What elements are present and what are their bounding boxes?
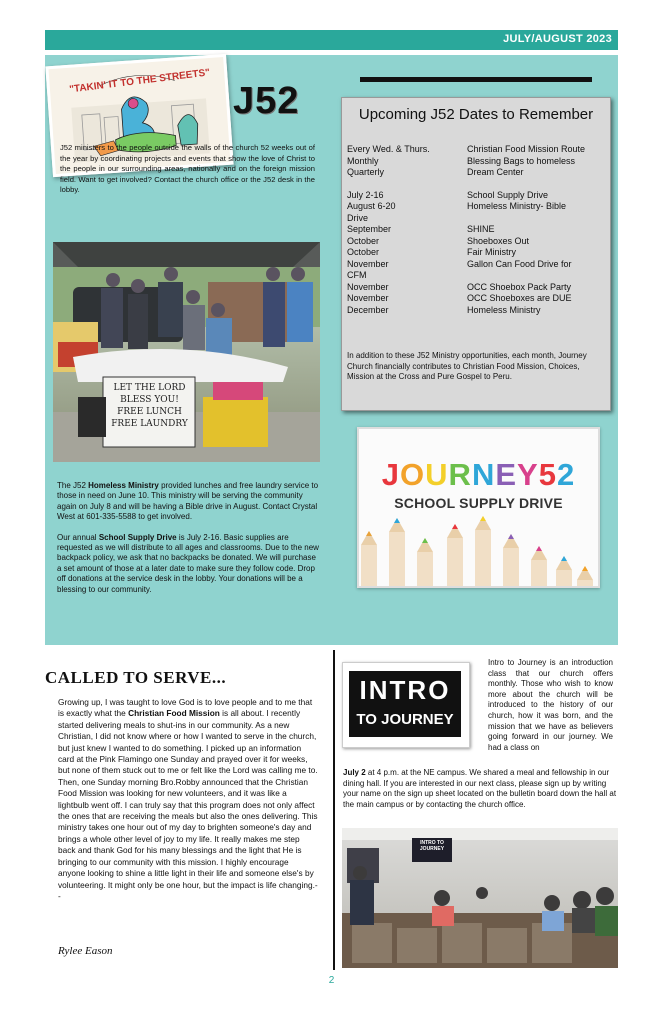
pencil-body — [475, 530, 491, 586]
date-when: August 6-20 — [347, 201, 396, 211]
date-event: OCC Shoeboxes are DUE — [467, 293, 572, 303]
date-event: SHINE — [467, 224, 495, 234]
intro-logo-subword: TO JOURNEY — [356, 711, 454, 728]
date-event: School Supply Drive — [467, 189, 549, 200]
pencil-body — [577, 580, 593, 586]
banner-letter: O — [400, 457, 426, 492]
banner-letter: U — [425, 457, 449, 492]
banner-word — [382, 457, 575, 492]
pencil-lead — [582, 566, 588, 571]
date-event: Homeless Ministry — [467, 304, 541, 315]
pencil-lead — [366, 531, 372, 536]
date-when: October — [347, 235, 380, 246]
date-when: November — [347, 293, 389, 303]
dates-top-rule — [360, 77, 592, 82]
header-bar — [45, 30, 618, 50]
date-event: Gallon Can Food Drive for — [467, 258, 572, 269]
date-event: Homeless Ministry- Bible — [467, 201, 567, 211]
date-when: December — [347, 304, 389, 315]
j52-intro: J52 ministers to the people outside the walls of the church 52 weeks out of the year by coordinating projects and events that show the love of Christ to the people in our surrounding areas, nationally and on the foreign mission field. Want to get involved? Contact the church office or the J52 desk in the lobby. — [60, 143, 315, 194]
intro-logo-word: INTRO — [359, 675, 451, 705]
column-divider — [333, 650, 335, 970]
pencil-body — [417, 552, 433, 586]
pencil-lead — [561, 556, 567, 561]
banner-title — [359, 457, 598, 493]
homeless-ministry-paragraph: The J52 Homeless Ministry provided lunches and free laundry service to those in need on June 10. This ministry will be serving the community again on July 8 and will be having a Bible drive in August. Contact Crystal West at 601-335-5588 to get involved. — [57, 481, 319, 522]
upcoming-dates-box — [341, 97, 611, 411]
banner-letter: N — [471, 457, 496, 492]
pencil-lead — [508, 534, 514, 539]
pencil-body — [389, 532, 405, 586]
called-to-serve-body: Growing up, I was taught to love God is to love people and to me that is exactly what the Christian Food Mission is all about. I recently started delivering meals to shut-ins in our community. As a new Christian, I did not know where or how I wanted to serve in the church, but just knew I wanted to do something. I picked up an information card at the Pink Flamingo one Sunday and prayed over it for weeks, but none of them stuck out to me or felt like the Lord was calling me to. Then, one Sunday morning Bro.Robby announced that the Christian Food Mission was looking for new volunteers, and it was like a lightbulb went off. I can truly say that this program does not only affect the ones that are receiving the meals but also the ones delivering. This ministry takes one hour out of my day to brighten someone's day and brings a whole other level of joy to my life. It really makes me step back and thank God for his many blessings and the light that He is bringing to our community with this mission. I highly encourage anyone looking to shine a little light in their life and someone else's by volunteering. It might only be one hour, but the impact is life changing.-- — [58, 697, 318, 901]
date-event: Blessing Bags to homeless — [467, 155, 576, 166]
intro-class-photo — [342, 828, 618, 968]
date-when: CFM — [347, 270, 367, 280]
date-when: November — [347, 258, 389, 269]
page-number: 2 — [328, 975, 335, 986]
homeless-ministry-sign: LET THE LORD BLESS YOU! FREE LUNCH FREE LAUNDRY — [111, 383, 188, 429]
date-when: July 2-16 — [347, 189, 384, 200]
author-signature: Rylee Eason — [58, 945, 113, 957]
pencil-body — [531, 560, 547, 586]
banner-letter: Y — [517, 457, 539, 492]
date-event: Fair Ministry — [467, 247, 516, 257]
j52-title: J52 — [233, 80, 300, 122]
intro-to-journey-text: Intro to Journey is an introduction class that our church offers monthly. Those who wish to know more about the church will be introduced to the history of our church, how it was born, and the mission that we have as believers going forward in our journey. We had a class on — [488, 658, 613, 752]
banner-letter: 5 — [538, 457, 557, 492]
street-logo-text: "TAKIN' IT TO THE STREETS" — [68, 67, 211, 96]
pencil-body — [447, 538, 463, 586]
banner-letter: J — [381, 457, 401, 492]
date-event: OCC Shoebox Pack Party — [467, 281, 572, 292]
school-supply-paragraph: Our annual School Supply Drive is July 2-16. Basic supplies are requested as we will distribute to all ages and classrooms. Due to the new backpack policy, we ask that no backpacks be donated. We will purchase a set amount of those at a later date to make sure they follow code. Drop off donations at the service desk in the lobby. Your donations will be a blessing to our community. — [57, 532, 319, 594]
pencil-lead — [480, 516, 486, 521]
pencil-lead — [536, 546, 542, 551]
date-event: Christian Food Mission Route — [467, 144, 586, 154]
date-when: Quarterly — [347, 167, 385, 177]
banner-letter: 2 — [556, 457, 576, 492]
intro-logo-inner — [349, 671, 461, 737]
homeless-ministry-photo — [53, 242, 320, 462]
pencil-body — [361, 545, 377, 586]
dates-note: In addition to these J52 Ministry opportunities, each month, Journey Church financially contributes to Christian Food Mission, Choices, Mission at the Cross and Pure Gospel to Peru. — [347, 351, 587, 381]
intro-to-journey-logo — [342, 662, 470, 748]
banner-letter: R — [448, 457, 472, 492]
colored-pencils-illustration — [359, 511, 598, 586]
called-to-serve-heading: CALLED TO SERVE... — [45, 668, 227, 687]
journey52-school-supply-banner — [357, 427, 600, 588]
pencil-lead — [452, 524, 458, 529]
pencil-lead — [422, 538, 428, 543]
banner-letter: E — [495, 457, 518, 492]
pencil-body — [503, 548, 519, 586]
intro-to-journey-text-continued: July 2 at 4 p.m. at the NE campus. We shared a meal and fellowship in our dining hall. If you are interested in our next class, please sign up by writing your name on the sign up sheet located on the bulletin board down the hall at the main campus or by contacting the church office. — [343, 768, 617, 809]
pencil-body — [556, 570, 572, 586]
banner-subtitle: SCHOOL SUPPLY DRIVE — [394, 495, 563, 511]
date-when: October — [347, 247, 380, 257]
pencil-lead — [394, 518, 400, 523]
date-when: Drive — [347, 212, 369, 223]
date-when: September — [347, 224, 392, 234]
j52-news-body — [57, 481, 319, 605]
date-when: November — [347, 281, 389, 292]
date-when: Monthly — [347, 155, 379, 166]
date-event: Shoeboxes Out — [467, 235, 530, 246]
class-photo-screen: INTRO TO JOURNEY — [419, 840, 445, 852]
dates-heading: Upcoming J52 Dates to Remember — [358, 106, 594, 123]
issue-date: JULY/AUGUST 2023 — [503, 33, 612, 45]
date-when: Every Wed. & Thurs. — [347, 144, 430, 154]
date-event: Dream Center — [467, 167, 524, 177]
